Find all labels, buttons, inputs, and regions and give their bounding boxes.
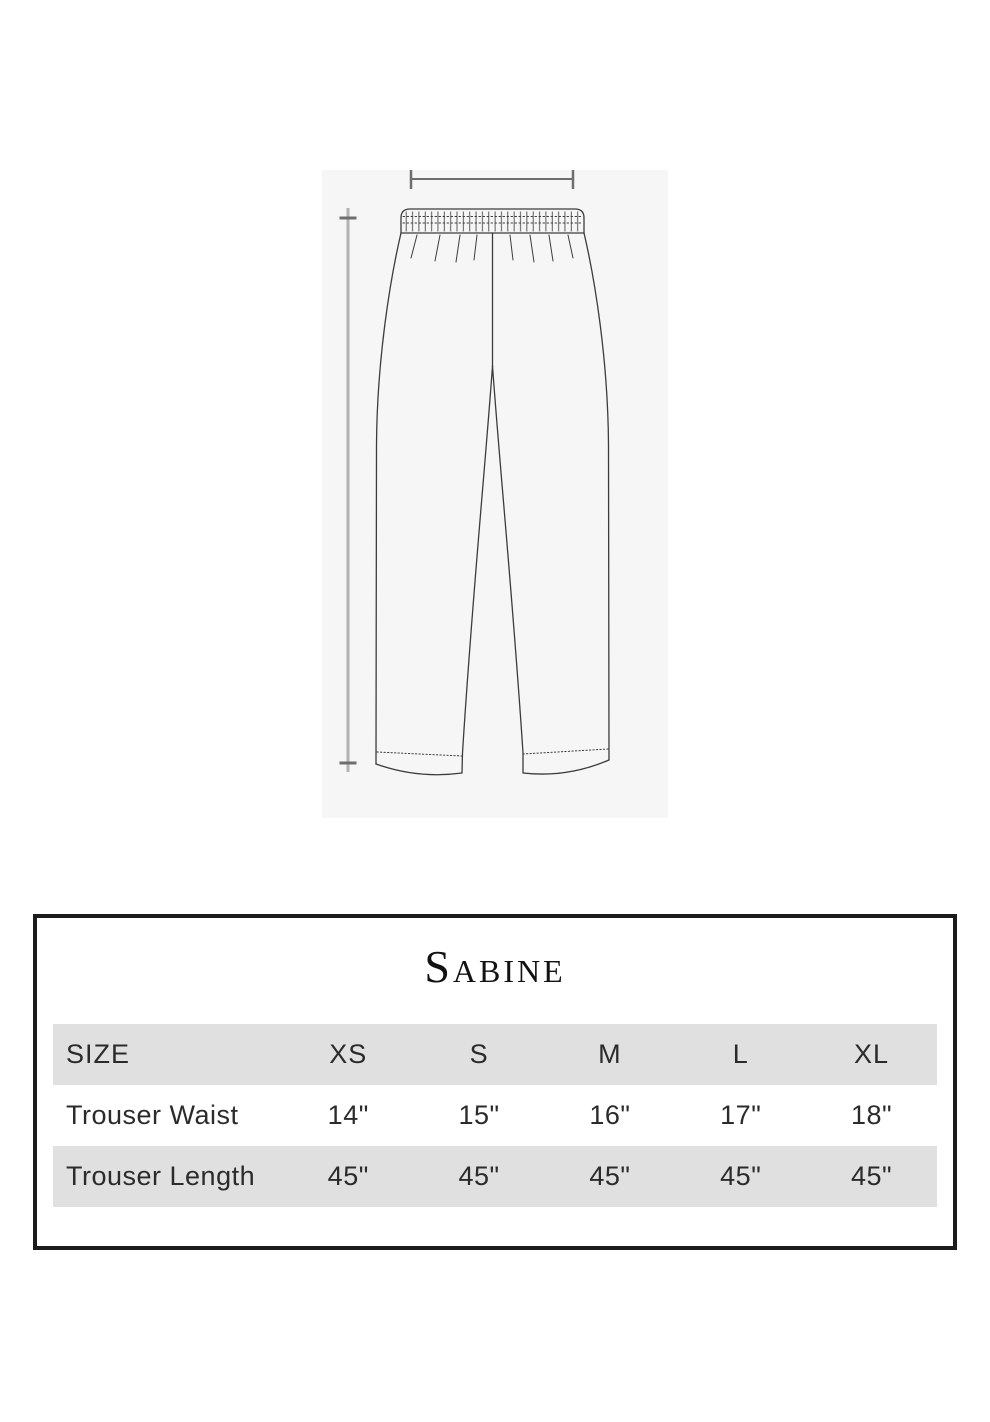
sketch-background — [322, 170, 668, 818]
row-label: Trouser Length — [66, 1161, 256, 1191]
length-value-xl: 45" — [851, 1161, 893, 1191]
size-table — [53, 1024, 937, 1207]
trouser-sketch — [300, 130, 700, 850]
size-header-xl: XL — [854, 1039, 890, 1069]
product-title: Sabine — [424, 941, 566, 992]
size-column-header: SIZE — [66, 1039, 131, 1069]
row-label: Trouser Waist — [66, 1100, 239, 1130]
size-header-s: S — [469, 1039, 489, 1069]
waist-value-xl: 18" — [851, 1100, 893, 1130]
size-header-xs: XS — [329, 1039, 368, 1069]
waistband-ribbing — [403, 210, 582, 232]
trouser-waist-row — [53, 1085, 937, 1146]
size-header-m: M — [598, 1039, 622, 1069]
waist-value-xs: 14" — [327, 1100, 369, 1130]
waist-value-s: 15" — [458, 1100, 500, 1130]
length-value-xs: 45" — [327, 1161, 369, 1191]
trouser-length-row — [53, 1146, 937, 1207]
size-header-row — [53, 1024, 937, 1085]
waist-value-m: 16" — [589, 1100, 631, 1130]
length-value-l: 45" — [720, 1161, 762, 1191]
length-value-m: 45" — [589, 1161, 631, 1191]
size-table-card — [33, 914, 957, 1250]
length-value-s: 45" — [458, 1161, 500, 1191]
waist-value-l: 17" — [720, 1100, 762, 1130]
size-header-l: L — [732, 1039, 749, 1069]
